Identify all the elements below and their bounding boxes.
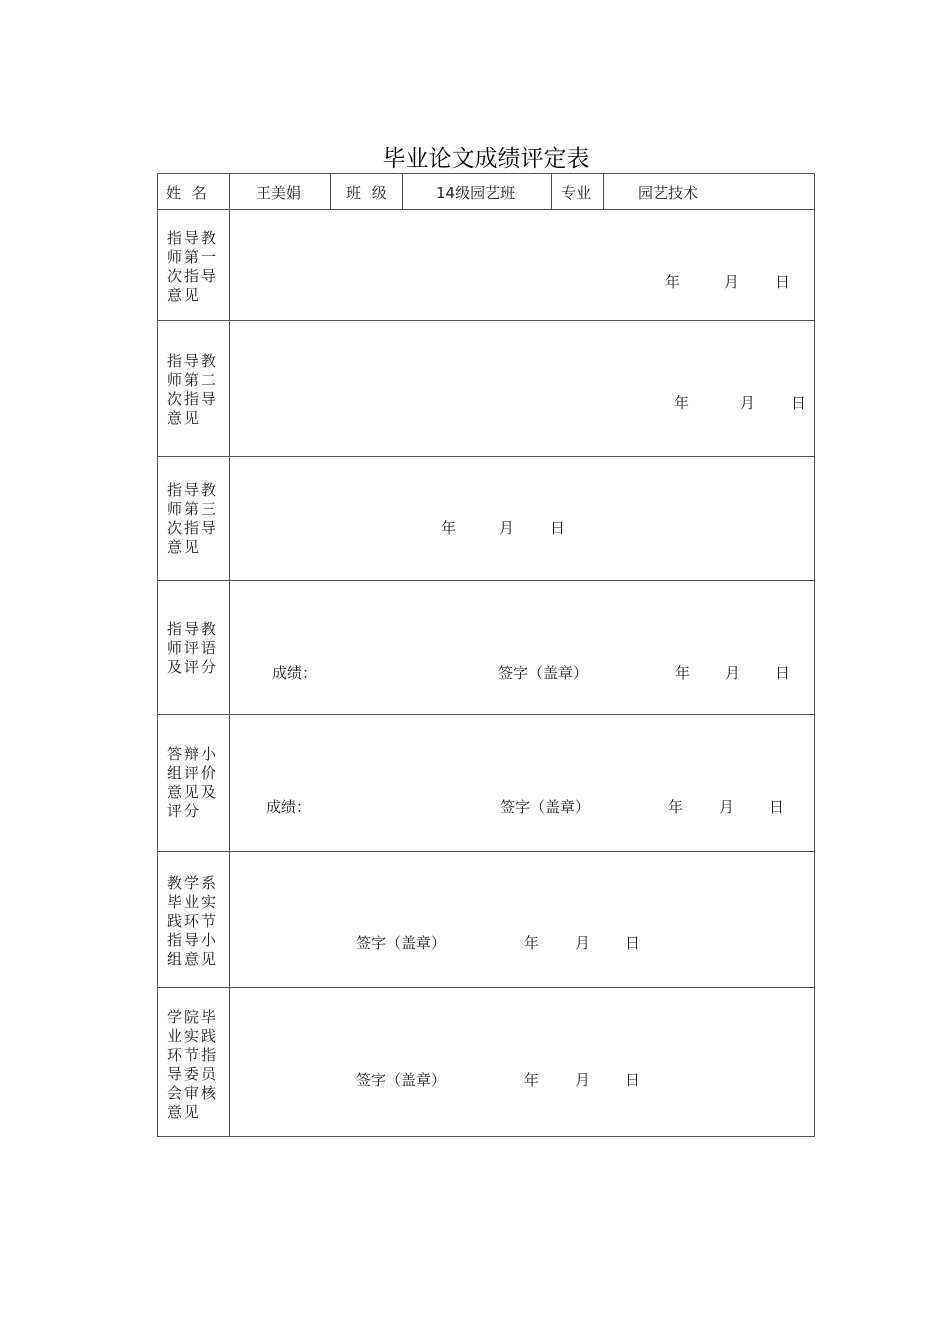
first-guidance-label: 指导教 师第一 次指导 意见 — [167, 229, 219, 304]
row-divider — [157, 987, 815, 988]
column-divider — [402, 173, 403, 210]
advisor-review-month: 月 — [725, 664, 741, 682]
first-guidance-month: 月 — [724, 273, 740, 291]
dept-review-month: 月 — [575, 934, 591, 952]
name-label: 姓 名 — [166, 184, 210, 202]
college-review-label: 学院毕 业实践 环节指 导委员 会审核 意见 — [167, 1008, 219, 1121]
first-guidance-year: 年 — [665, 273, 681, 291]
college-review-year: 年 — [524, 1071, 540, 1089]
row-divider — [157, 320, 815, 321]
defense-review-year: 年 — [668, 798, 684, 816]
row-divider — [157, 209, 815, 210]
first-guidance-day: 日 — [775, 273, 791, 291]
row-divider — [157, 456, 815, 457]
column-divider — [330, 173, 331, 210]
defense-review-month: 月 — [719, 798, 735, 816]
class-label: 班 级 — [346, 184, 390, 202]
college-sign-label: 签字（盖章） — [356, 1071, 447, 1089]
advisor-review-year: 年 — [675, 664, 691, 682]
third-guidance-day: 日 — [550, 519, 566, 537]
advisor-review-label: 指导教 师评语 及评分 — [167, 620, 219, 676]
dept-review-day: 日 — [625, 934, 641, 952]
second-guidance-day: 日 — [791, 394, 807, 412]
class-value: 14级园艺班 — [436, 184, 516, 202]
dept-review-year: 年 — [524, 934, 540, 952]
third-guidance-year: 年 — [441, 519, 457, 537]
name-value: 王美娟 — [256, 184, 302, 202]
second-guidance-month: 月 — [740, 394, 756, 412]
third-guidance-label: 指导教 师第三 次指导 意见 — [167, 481, 219, 556]
advisor-sign-label: 签字（盖章） — [498, 664, 589, 682]
major-value: 园艺技术 — [638, 184, 699, 202]
page-title: 毕业论文成绩评定表 — [382, 146, 590, 172]
column-divider — [229, 173, 230, 1137]
row-divider — [157, 851, 815, 852]
second-guidance-label: 指导教 师第二 次指导 意见 — [167, 352, 219, 427]
defense-sign-label: 签字（盖章） — [500, 798, 591, 816]
second-guidance-year: 年 — [674, 394, 690, 412]
advisor-review-day: 日 — [775, 664, 791, 682]
college-review-month: 月 — [575, 1071, 591, 1089]
advisor-score-label: 成绩： — [272, 664, 318, 682]
defense-review-day: 日 — [769, 798, 785, 816]
college-review-day: 日 — [625, 1071, 641, 1089]
dept-sign-label: 签字（盖章） — [356, 934, 447, 952]
major-label: 专业 — [561, 184, 592, 202]
column-divider — [551, 173, 552, 210]
defense-score-label: 成绩： — [266, 798, 312, 816]
dept-review-label: 教学系 毕业实 践环节 指导小 组意见 — [167, 874, 219, 968]
row-divider — [157, 714, 815, 715]
defense-review-label: 答辩小 组评价 意见及 评分 — [167, 745, 219, 820]
column-divider — [603, 173, 604, 210]
evaluation-table — [157, 173, 815, 1137]
third-guidance-month: 月 — [499, 519, 515, 537]
row-divider — [157, 580, 815, 581]
